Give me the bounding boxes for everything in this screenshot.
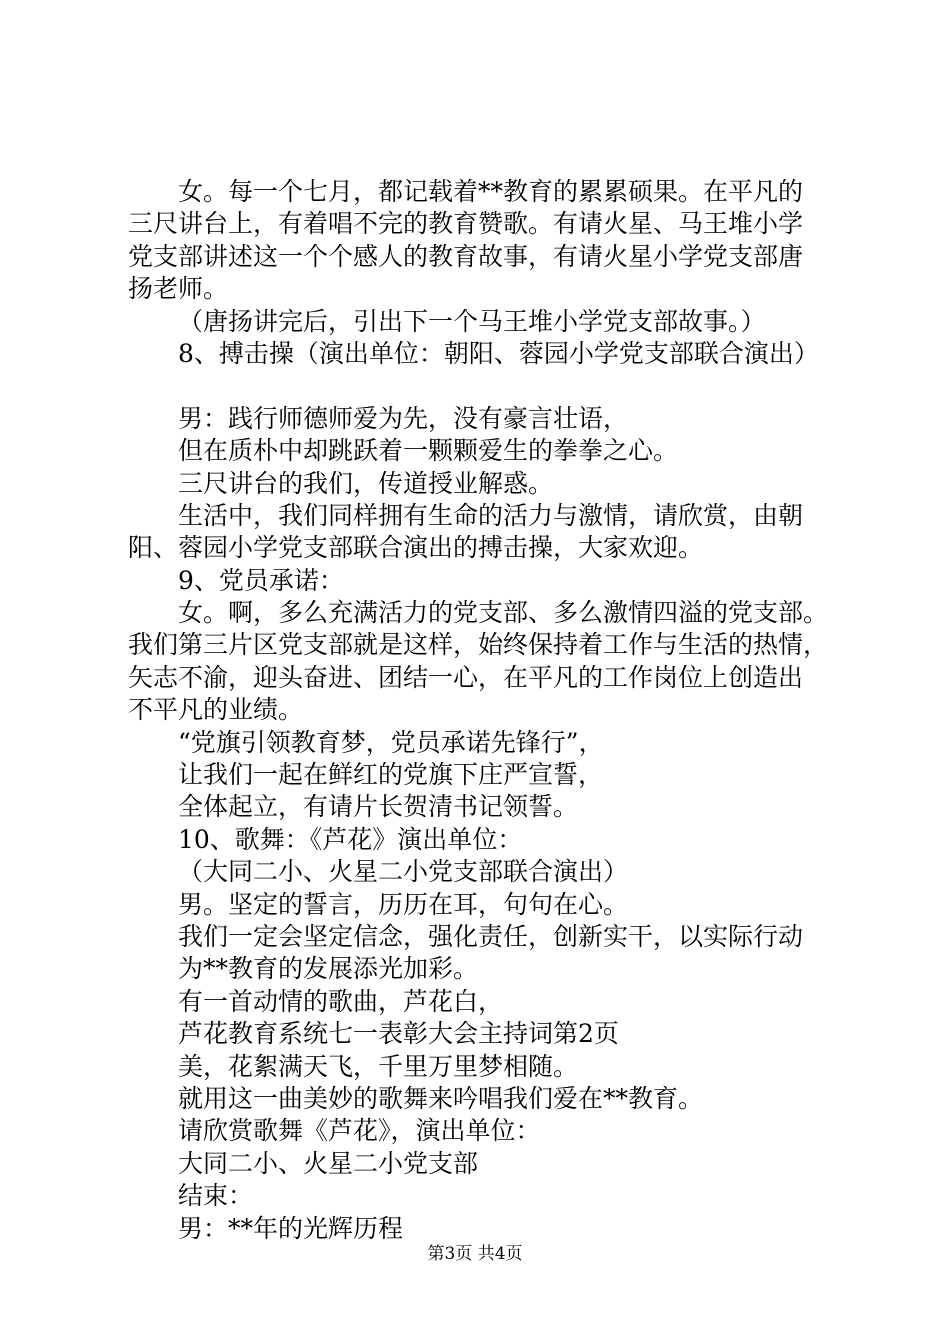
- section-heading-line: 8、搏击操（演出单位：朝阳、蓉园小学党支部联合演出）: [178, 338, 819, 368]
- paragraph-line: 美，花絮满天飞，千里万里梦相随。: [178, 1051, 579, 1081]
- document-body: [128, 176, 848, 1245]
- paragraph-line: 结束：: [178, 1181, 254, 1211]
- paragraph-line: 男：**年的光辉历程: [178, 1213, 404, 1243]
- paragraph-line: （大同二小、火星二小党支部联合演出）: [178, 857, 629, 887]
- paragraph-line: 大同二小、火星二小党支部: [178, 1148, 479, 1178]
- blank-line: [128, 370, 848, 402]
- paragraph-line: 我们一定会坚定信念，强化责任，创新实干，以实际行动: [178, 921, 804, 951]
- page-number-footer: 第3页 共4页: [427, 1244, 523, 1264]
- paragraph-line: 矢志不渝，迎头奋进、团结一心，在平凡的工作岗位上创造出: [128, 662, 804, 692]
- paragraph-line: 男。坚定的誓言，历历在耳，句句在心。: [178, 889, 629, 919]
- paragraph-line: 我们第三片区党支部就是这样，始终保持着工作与生活的热情，: [128, 630, 829, 660]
- paragraph-line: 男：践行师德师爱为先，没有豪言壮语，: [178, 403, 629, 433]
- paragraph-line: 就用这一曲美妙的歌舞来吟唱我们爱在**教育。: [178, 1083, 704, 1113]
- paragraph-line: 三尺讲台的我们，传道授业解惑。: [178, 468, 554, 498]
- section-heading-line: 9、党员承诺：: [178, 565, 344, 595]
- paragraph-line: 全体起立，有请片长贺清书记领誓。: [178, 792, 579, 822]
- paragraph-line: 扬老师。: [128, 274, 229, 304]
- paragraph-line: 女。啊，多么充满活力的党支部、多么激情四溢的党支部。: [178, 598, 829, 628]
- paragraph-line: 让我们一起在鲜红的党旗下庄严宣誓，: [178, 760, 604, 790]
- paragraph-line: （唐扬讲完后，引出下一个马王堆小学党支部故事。）: [178, 306, 766, 336]
- paragraph-line: 三尺讲台上，有着唱不完的教育赞歌。有请火星、马王堆小学: [128, 209, 804, 239]
- paragraph-line: 为**教育的发展添光加彩。: [178, 954, 479, 984]
- section-heading-line: 10、歌舞：《芦花》演出单位：: [178, 824, 523, 854]
- paragraph-line: “党旗引领教育梦，党员承诺先锋行”，: [178, 727, 604, 757]
- paragraph-line: 有一首动情的歌曲，芦花白，: [178, 986, 504, 1016]
- paragraph-line: 党支部讲述这一个个感人的教育故事，有请火星小学党支部唐: [128, 241, 804, 271]
- paragraph-line: 女。每一个七月，都记载着**教育的累累硕果。在平凡的: [178, 177, 804, 206]
- paragraph-line: 不平凡的业绩。: [128, 695, 304, 725]
- paragraph-line: 生活中，我们同样拥有生命的活力与激情，请欣赏，由朝: [178, 500, 804, 530]
- paragraph-line: 但在质朴中却跳跃着一颗颗爱生的拳拳之心。: [178, 436, 679, 466]
- paragraph-line: 请欣赏歌舞《芦花》，演出单位：: [178, 1116, 541, 1146]
- paragraph-line: 阳、蓉园小学党支部联合演出的搏击操，大家欢迎。: [128, 533, 704, 563]
- paragraph-line: 芦花教育系统七一表彰大会主持词第2页: [178, 1019, 619, 1049]
